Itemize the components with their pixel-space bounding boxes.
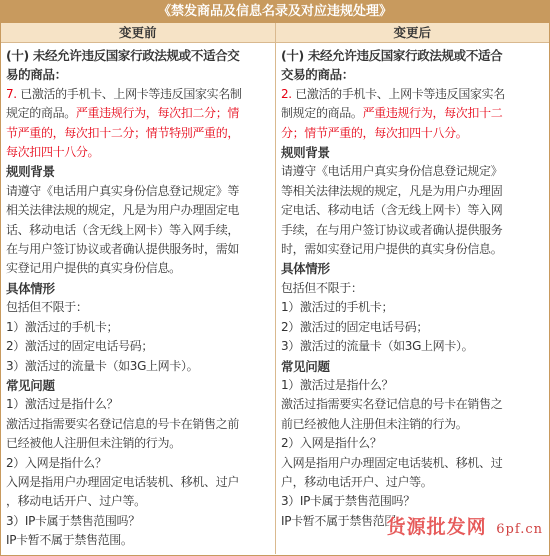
- text-line: 2）激活过的固定电话号码；: [6, 339, 154, 354]
- text-line: 2）入网是指什么？: [281, 436, 382, 451]
- text-line: 易的商品：: [6, 67, 67, 83]
- text-line: 入网是指用户办理固定电话装机、移机、过户: [6, 474, 240, 489]
- text-line: 3）IP卡属于禁售范围吗？: [6, 513, 140, 528]
- text-line: IP卡暂不属于禁售范围。: [281, 513, 408, 528]
- text-line: 1）激活过是指什么？: [6, 397, 119, 412]
- header-row: [1, 23, 549, 43]
- text-fragment: 制规定的商品。: [281, 106, 363, 121]
- text-fragment: 已激活的手机卡、上网卡等违反国家实名制: [16, 86, 242, 101]
- text-line: 2）入网是指什么？: [6, 455, 107, 470]
- text-line: 1）激活过的手机卡；: [281, 300, 394, 315]
- header-before: 变更前: [1, 23, 275, 42]
- text-line: 激活过指需要实名登记信息的号卡在销售之: [281, 397, 503, 412]
- watermark: [387, 512, 543, 539]
- text-line: 入网是指用户办理固定电话装机、移机、过: [281, 455, 503, 470]
- text-line: 具体情形: [6, 280, 55, 296]
- text-line: 在与用户签订协议或者确认提供服务时，需如: [6, 242, 240, 257]
- text-line: 节严重的，每次扣十二分；情节特别严重的，: [6, 125, 240, 140]
- text-line: 3）IP卡属于禁售范围吗？: [281, 494, 415, 509]
- after-column: [275, 43, 549, 554]
- text-fragment: 2.: [281, 86, 292, 101]
- table-title: 《禁发商品及信息名录及对应违规处理》: [1, 1, 549, 23]
- text-line: 等相关法律法规的规定，凡是为用户办理固: [281, 183, 503, 198]
- content-row: [1, 43, 549, 554]
- text-line: 户，移动电话开户、过户等。: [281, 474, 433, 489]
- text-line: ，移动电话开户、过户等。: [6, 494, 146, 509]
- text-line: 1）激活过的手机卡；: [6, 319, 119, 334]
- text-fragment: 严重违规行为，每次扣二分；情: [75, 106, 240, 121]
- watermark-site: 6pf.cn: [496, 522, 543, 537]
- text-line: 手续，在与用户签订协议或者确认提供服务: [281, 222, 503, 237]
- text-line: 3）激活过的流量卡（如3G上网卡）。: [6, 358, 199, 373]
- text-line: 包括但不限于：: [6, 300, 88, 315]
- text-line: [6, 104, 269, 123]
- watermark-brand: 货源批发网: [386, 516, 487, 538]
- text-line: 请遵守《电话用户真实身份信息登记规定》等: [6, 183, 240, 198]
- text-line: 交易的商品：: [281, 67, 354, 83]
- text-line: 分；情节严重的，每次扣四十八分。: [281, 125, 468, 140]
- text-line: 请遵守《电话用户真实身份信息登记规定》: [281, 164, 503, 179]
- text-line: 话、移动电话（含无线上网卡）等入网手续，: [6, 222, 240, 237]
- text-fragment: 规定的商品。: [6, 106, 76, 121]
- text-line: (十) 未经允许违反国家行政法规或不适合: [281, 48, 503, 63]
- text-line: 包括但不限于：: [281, 280, 363, 295]
- text-line: 规则背景: [6, 164, 55, 180]
- text-line: 1）激活过是指什么？: [281, 377, 394, 392]
- text-line: 已经被他人注册但未注销的行为。: [6, 436, 181, 451]
- text-line: IP卡暂不属于禁售范围。: [6, 533, 133, 548]
- text-line: (十) 未经允许违反国家行政法规或不适合交: [6, 48, 240, 63]
- text-line: 相关法律法规的规定，凡是为用户办理固定电: [6, 203, 240, 218]
- text-line: 2）激活过的固定电话号码；: [281, 319, 429, 334]
- text-line: 常见问题: [281, 358, 330, 374]
- text-line: 3）激活过的流量卡（如3G上网卡）。: [281, 339, 474, 354]
- text-line: [6, 85, 269, 104]
- text-line: 每次扣四十八分。: [6, 145, 100, 160]
- text-fragment: 严重违规行为，每次扣十二: [362, 106, 503, 121]
- text-line: [281, 104, 543, 123]
- text-line: 常见问题: [6, 377, 55, 393]
- text-line: 规则背景: [281, 145, 330, 161]
- text-line: 定电话、移动电话（含无线上网卡）等入网: [281, 203, 503, 218]
- text-line: 时，需如实登记用户提供的真实身份信息。: [281, 242, 503, 257]
- text-line: [281, 85, 543, 104]
- before-column: [1, 43, 275, 554]
- header-after: 变更后: [275, 23, 550, 42]
- text-fragment: 已激活的手机卡、上网卡等违反国家实名: [291, 86, 505, 101]
- text-line: 前已经被他人注册但未注销的行为。: [281, 416, 468, 431]
- text-fragment: 7.: [6, 86, 17, 101]
- text-line: 激活过指需要实名登记信息的号卡在销售之前: [6, 416, 240, 431]
- text-line: 具体情形: [281, 261, 330, 277]
- text-line: 实登记用户提供的真实身份信息。: [6, 261, 181, 276]
